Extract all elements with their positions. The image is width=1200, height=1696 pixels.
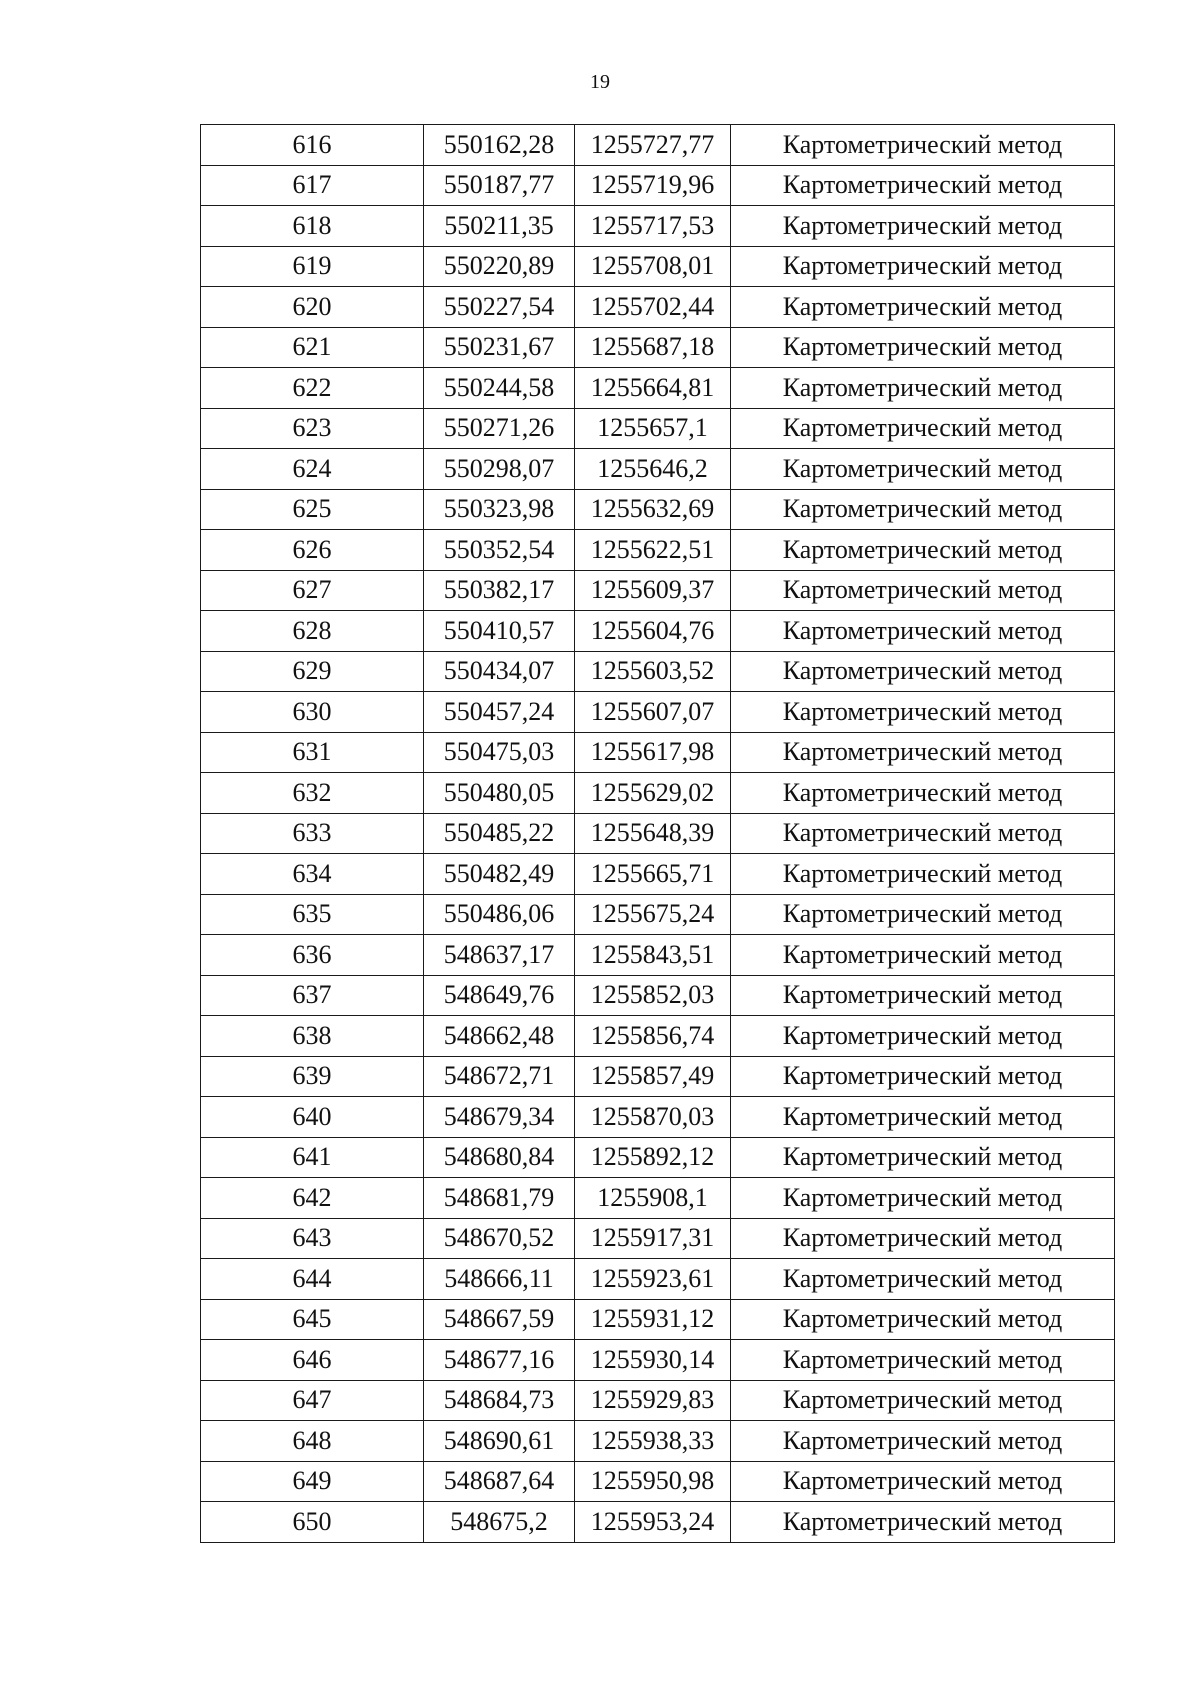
- point-number-cell: 616: [201, 125, 424, 166]
- table-row: [201, 854, 1115, 895]
- table-row: [201, 125, 1115, 166]
- y-coordinate-cell: 1255950,98: [575, 1461, 731, 1502]
- y-coordinate-cell: 1255702,44: [575, 287, 731, 328]
- y-coordinate-cell: 1255917,31: [575, 1218, 731, 1259]
- table-row: [201, 813, 1115, 854]
- method-cell: Картометрический метод: [731, 894, 1115, 935]
- method-cell: Картометрический метод: [731, 813, 1115, 854]
- x-coordinate-cell: 550271,26: [424, 408, 575, 449]
- y-coordinate-cell: 1255603,52: [575, 651, 731, 692]
- y-coordinate-cell: 1255938,33: [575, 1421, 731, 1462]
- point-number-cell: 637: [201, 975, 424, 1016]
- y-coordinate-cell: 1255929,83: [575, 1380, 731, 1421]
- table-row: [201, 327, 1115, 368]
- point-number-cell: 642: [201, 1178, 424, 1219]
- y-coordinate-cell: 1255719,96: [575, 165, 731, 206]
- y-coordinate-cell: 1255857,49: [575, 1056, 731, 1097]
- method-cell: Картометрический метод: [731, 530, 1115, 571]
- method-cell: Картометрический метод: [731, 692, 1115, 733]
- point-number-cell: 645: [201, 1299, 424, 1340]
- table-row: [201, 975, 1115, 1016]
- table-row: [201, 935, 1115, 976]
- method-cell: Картометрический метод: [731, 1502, 1115, 1543]
- y-coordinate-cell: 1255708,01: [575, 246, 731, 287]
- point-number-cell: 648: [201, 1421, 424, 1462]
- x-coordinate-cell: 550434,07: [424, 651, 575, 692]
- table-row: [201, 530, 1115, 571]
- table-row: [201, 692, 1115, 733]
- x-coordinate-cell: 550410,57: [424, 611, 575, 652]
- table-row: [201, 1299, 1115, 1340]
- y-coordinate-cell: 1255870,03: [575, 1097, 731, 1138]
- method-cell: Картометрический метод: [731, 570, 1115, 611]
- x-coordinate-cell: 550382,17: [424, 570, 575, 611]
- x-coordinate-cell: 550298,07: [424, 449, 575, 490]
- x-coordinate-cell: 548684,73: [424, 1380, 575, 1421]
- y-coordinate-cell: 1255629,02: [575, 773, 731, 814]
- point-number-cell: 628: [201, 611, 424, 652]
- x-coordinate-cell: 548637,17: [424, 935, 575, 976]
- table-row: [201, 1461, 1115, 1502]
- point-number-cell: 636: [201, 935, 424, 976]
- x-coordinate-cell: 548649,76: [424, 975, 575, 1016]
- x-coordinate-cell: 548677,16: [424, 1340, 575, 1381]
- y-coordinate-cell: 1255675,24: [575, 894, 731, 935]
- y-coordinate-cell: 1255953,24: [575, 1502, 731, 1543]
- page-number: 19: [590, 71, 610, 93]
- y-coordinate-cell: 1255856,74: [575, 1016, 731, 1057]
- y-coordinate-cell: 1255646,2: [575, 449, 731, 490]
- point-number-cell: 623: [201, 408, 424, 449]
- y-coordinate-cell: 1255892,12: [575, 1137, 731, 1178]
- x-coordinate-cell: 550486,06: [424, 894, 575, 935]
- point-number-cell: 634: [201, 854, 424, 895]
- y-coordinate-cell: 1255664,81: [575, 368, 731, 409]
- method-cell: Картометрический метод: [731, 206, 1115, 247]
- point-number-cell: 649: [201, 1461, 424, 1502]
- y-coordinate-cell: 1255648,39: [575, 813, 731, 854]
- method-cell: Картометрический метод: [731, 611, 1115, 652]
- table-row: [201, 449, 1115, 490]
- method-cell: Картометрический метод: [731, 449, 1115, 490]
- table-row: [201, 206, 1115, 247]
- y-coordinate-cell: 1255727,77: [575, 125, 731, 166]
- method-cell: Картометрический метод: [731, 651, 1115, 692]
- y-coordinate-cell: 1255632,69: [575, 489, 731, 530]
- table-row: [201, 246, 1115, 287]
- x-coordinate-cell: 548666,11: [424, 1259, 575, 1300]
- point-number-cell: 618: [201, 206, 424, 247]
- x-coordinate-cell: 550457,24: [424, 692, 575, 733]
- table-row: [201, 732, 1115, 773]
- table-row: [201, 287, 1115, 328]
- point-number-cell: 646: [201, 1340, 424, 1381]
- y-coordinate-cell: 1255617,98: [575, 732, 731, 773]
- table-row: [201, 1178, 1115, 1219]
- point-number-cell: 631: [201, 732, 424, 773]
- point-number-cell: 638: [201, 1016, 424, 1057]
- point-number-cell: 619: [201, 246, 424, 287]
- method-cell: Картометрический метод: [731, 1218, 1115, 1259]
- coordinates-table-body: [201, 125, 1115, 1543]
- point-number-cell: 630: [201, 692, 424, 733]
- y-coordinate-cell: 1255852,03: [575, 975, 731, 1016]
- x-coordinate-cell: 548681,79: [424, 1178, 575, 1219]
- point-number-cell: 635: [201, 894, 424, 935]
- method-cell: Картометрический метод: [731, 1056, 1115, 1097]
- method-cell: Картометрический метод: [731, 489, 1115, 530]
- table-row: [201, 408, 1115, 449]
- point-number-cell: 627: [201, 570, 424, 611]
- point-number-cell: 640: [201, 1097, 424, 1138]
- y-coordinate-cell: 1255930,14: [575, 1340, 731, 1381]
- table-row: [201, 611, 1115, 652]
- point-number-cell: 626: [201, 530, 424, 571]
- method-cell: Картометрический метод: [731, 732, 1115, 773]
- point-number-cell: 617: [201, 165, 424, 206]
- x-coordinate-cell: 550220,89: [424, 246, 575, 287]
- method-cell: Картометрический метод: [731, 854, 1115, 895]
- point-number-cell: 633: [201, 813, 424, 854]
- table-row: [201, 1016, 1115, 1057]
- table-row: [201, 1056, 1115, 1097]
- point-number-cell: 639: [201, 1056, 424, 1097]
- x-coordinate-cell: 548675,2: [424, 1502, 575, 1543]
- coordinates-table: [200, 124, 1115, 1543]
- x-coordinate-cell: 550227,54: [424, 287, 575, 328]
- x-coordinate-cell: 548670,52: [424, 1218, 575, 1259]
- y-coordinate-cell: 1255607,07: [575, 692, 731, 733]
- table-row: [201, 165, 1115, 206]
- point-number-cell: 625: [201, 489, 424, 530]
- method-cell: Картометрический метод: [731, 408, 1115, 449]
- y-coordinate-cell: 1255665,71: [575, 854, 731, 895]
- table-row: [201, 773, 1115, 814]
- method-cell: Картометрический метод: [731, 368, 1115, 409]
- x-coordinate-cell: 550352,54: [424, 530, 575, 571]
- table-row: [201, 368, 1115, 409]
- y-coordinate-cell: 1255657,1: [575, 408, 731, 449]
- point-number-cell: 641: [201, 1137, 424, 1178]
- method-cell: Картометрический метод: [731, 1461, 1115, 1502]
- method-cell: Картометрический метод: [731, 1259, 1115, 1300]
- table-row: [201, 894, 1115, 935]
- method-cell: Картометрический метод: [731, 975, 1115, 1016]
- x-coordinate-cell: 548687,64: [424, 1461, 575, 1502]
- table-row: [201, 1380, 1115, 1421]
- y-coordinate-cell: 1255622,51: [575, 530, 731, 571]
- table-row: [201, 570, 1115, 611]
- point-number-cell: 643: [201, 1218, 424, 1259]
- method-cell: Картометрический метод: [731, 1178, 1115, 1219]
- y-coordinate-cell: 1255931,12: [575, 1299, 731, 1340]
- point-number-cell: 624: [201, 449, 424, 490]
- method-cell: Картометрический метод: [731, 1380, 1115, 1421]
- method-cell: Картометрический метод: [731, 1016, 1115, 1057]
- x-coordinate-cell: 550475,03: [424, 732, 575, 773]
- y-coordinate-cell: 1255604,76: [575, 611, 731, 652]
- x-coordinate-cell: 548690,61: [424, 1421, 575, 1462]
- table-row: [201, 1421, 1115, 1462]
- method-cell: Картометрический метод: [731, 773, 1115, 814]
- table-row: [201, 1340, 1115, 1381]
- method-cell: Картометрический метод: [731, 935, 1115, 976]
- method-cell: Картометрический метод: [731, 287, 1115, 328]
- method-cell: Картометрический метод: [731, 1137, 1115, 1178]
- x-coordinate-cell: 550162,28: [424, 125, 575, 166]
- table-row: [201, 1097, 1115, 1138]
- method-cell: Картометрический метод: [731, 1421, 1115, 1462]
- table-row: [201, 1259, 1115, 1300]
- method-cell: Картометрический метод: [731, 327, 1115, 368]
- table-row: [201, 651, 1115, 692]
- table-row: [201, 489, 1115, 530]
- x-coordinate-cell: 550485,22: [424, 813, 575, 854]
- point-number-cell: 647: [201, 1380, 424, 1421]
- y-coordinate-cell: 1255687,18: [575, 327, 731, 368]
- table-row: [201, 1218, 1115, 1259]
- point-number-cell: 644: [201, 1259, 424, 1300]
- y-coordinate-cell: 1255843,51: [575, 935, 731, 976]
- x-coordinate-cell: 550231,67: [424, 327, 575, 368]
- x-coordinate-cell: 550480,05: [424, 773, 575, 814]
- x-coordinate-cell: 548667,59: [424, 1299, 575, 1340]
- x-coordinate-cell: 548680,84: [424, 1137, 575, 1178]
- method-cell: Картометрический метод: [731, 1097, 1115, 1138]
- method-cell: Картометрический метод: [731, 1299, 1115, 1340]
- x-coordinate-cell: 550482,49: [424, 854, 575, 895]
- point-number-cell: 621: [201, 327, 424, 368]
- point-number-cell: 622: [201, 368, 424, 409]
- table-row: [201, 1502, 1115, 1543]
- x-coordinate-cell: 550244,58: [424, 368, 575, 409]
- y-coordinate-cell: 1255609,37: [575, 570, 731, 611]
- y-coordinate-cell: 1255908,1: [575, 1178, 731, 1219]
- x-coordinate-cell: 548662,48: [424, 1016, 575, 1057]
- y-coordinate-cell: 1255923,61: [575, 1259, 731, 1300]
- x-coordinate-cell: 548679,34: [424, 1097, 575, 1138]
- point-number-cell: 632: [201, 773, 424, 814]
- x-coordinate-cell: 548672,71: [424, 1056, 575, 1097]
- point-number-cell: 650: [201, 1502, 424, 1543]
- method-cell: Картометрический метод: [731, 125, 1115, 166]
- table-row: [201, 1137, 1115, 1178]
- point-number-cell: 620: [201, 287, 424, 328]
- x-coordinate-cell: 550323,98: [424, 489, 575, 530]
- point-number-cell: 629: [201, 651, 424, 692]
- x-coordinate-cell: 550187,77: [424, 165, 575, 206]
- y-coordinate-cell: 1255717,53: [575, 206, 731, 247]
- method-cell: Картометрический метод: [731, 1340, 1115, 1381]
- method-cell: Картометрический метод: [731, 165, 1115, 206]
- method-cell: Картометрический метод: [731, 246, 1115, 287]
- x-coordinate-cell: 550211,35: [424, 206, 575, 247]
